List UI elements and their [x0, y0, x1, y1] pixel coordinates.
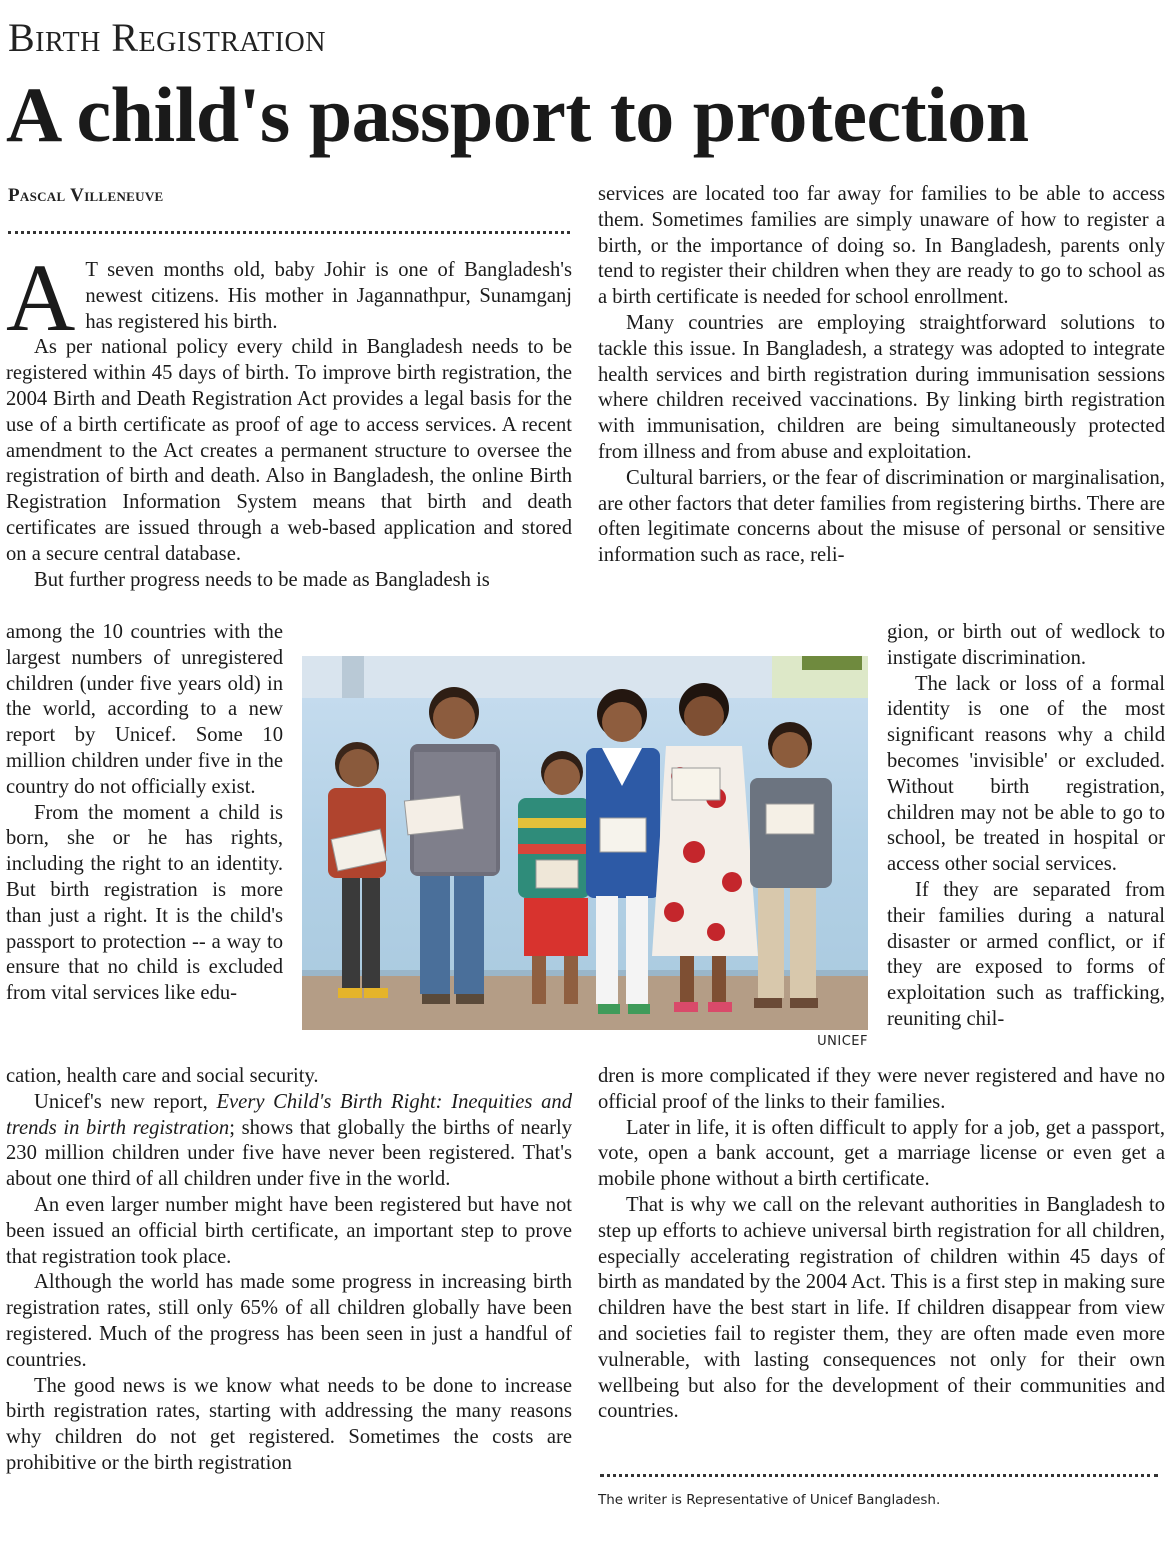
- paragraph: Later in life, it is often difficult to apply for a job, get a passport, vote, open a bank account, get a marriage license or even get a mobile phone without a birth certificate.: [598, 1116, 1165, 1191]
- paragraph: From the moment a child is born, she or he has rights, including the right to an identity. But birth registration is more than just a right. It is the child's passport to protection -- a way to ensure that no child is excluded from vital services like edu-: [6, 801, 283, 1005]
- author-byline: Pascal Villeneuve: [8, 185, 164, 206]
- right-column-top: [598, 182, 1165, 569]
- byline-divider: [8, 231, 570, 234]
- left-column-bottom: [6, 1064, 572, 1477]
- paragraph: services are located too far away for families to be able to access them. Sometimes families are simply unaware of how to register a birth, or the importance of doing so. In Bangladesh, parents only tend to register their children when they are ready to go to school as a birth certificate is needed for school enrollment.: [598, 183, 1165, 309]
- left-column-top: [6, 244, 572, 593]
- author-note: The writer is Representative of Unicef Bangladesh.: [598, 1492, 941, 1508]
- paragraph: If they are separated from their families during a natural disaster or armed conflict, or if they are exposed to forms of exploitation such as trafficking, reuniting chil-: [887, 878, 1165, 1030]
- article-headline: A child's passport to protection: [6, 71, 1029, 158]
- section-kicker: Birth Registration: [8, 15, 326, 60]
- paragraph: The good news is we know what needs to be done to increase birth registration rates, starting with addressing the many reasons why children do not get registered. Sometimes the costs are prohibitive or the birth registration: [6, 1374, 572, 1474]
- paragraph: Although the world has made some progress in increasing birth registration rates, still only 65% of all children globally have been registered. Much of the progress has been seen in just a handful of countries.: [6, 1271, 572, 1371]
- lead-paragraph: A T seven months old, baby Johir is one of Bangladesh's newest citizens. His mother in Jagannathpur, Sunamganj has registered his birth.: [6, 244, 572, 351]
- right-column-bottom: [598, 1064, 1165, 1425]
- paragraph: Unicef's new report, Every Child's Birth Right: Inequities and trends in birth registration; shows that globally the births of nearly 230 million children under five have never been registered. That's about one third of all children under five in the world.: [6, 1090, 572, 1191]
- left-column-wrap: [6, 620, 283, 1007]
- paragraph: cation, health care and social security.: [6, 1065, 319, 1087]
- paragraph: Many countries are employing straightforward solutions to tackle this issue. In Bangladesh, a strategy was adopted to integrate health services and birth registration during immunisation sessions where children received vaccinations. By linking birth registration with immunisation, children are being simultaneously protected from illness and from abuse and exploitation.: [598, 311, 1165, 463]
- children-photo: [302, 656, 868, 1030]
- paragraph: The lack or loss of a formal identity is one of the most significant reasons why a child becomes 'invisible' or excluded. Without birth registration, children may not be able to go to school, be treated in hospital or access other social services.: [887, 672, 1165, 876]
- paragraph: dren is more complicated if they were never registered and have no official proof of the links to their families.: [598, 1065, 1165, 1113]
- paragraph: As per national policy every child in Bangladesh needs to be registered within 45 days of birth. To improve birth registration, the 2004 Birth and Death Registration Act provides a legal basis for the use of a birth certificate as proof of age to access services. A recent amendment to the Act creates a permanent structure to oversee the registration of birth and death. Also in Bangladesh, the online Birth Registration Information System means that birth and death certificates are issued through a web-based application and stored on a secure central database.: [6, 336, 572, 565]
- footer-divider: [600, 1474, 1158, 1477]
- right-column-wrap: [887, 620, 1165, 1033]
- photo-credit: UNICEF: [817, 1034, 868, 1049]
- paragraph: Cultural barriers, or the fear of discrimination or marginalisation, are other factors that deter families from registering births. There are often legitimate concerns about the misuse of personal or sensitive information such as race, reli-: [598, 466, 1165, 567]
- report-title: Every Child's Birth Right: Inequities and trends in birth registration: [6, 1090, 572, 1139]
- paragraph: That is why we call on the relevant authorities in Bangladesh to step up efforts to achieve universal birth registration for all children, especially accelerating registration of children within 45 days of birth as mandated by the 2004 Act. This is a first step in making sure children have the best start in life. If children disappear from view and societies fail to register them, they are often made even more vulnerable, with lasting consequences not only for their own wellbeing but also for the development of their communities and countries.: [598, 1193, 1165, 1423]
- paragraph: among the 10 countries with the largest numbers of unregistered children (under five years old) in the world, according to a new report by Unicef. Some 10 million children under five in the country do not officially exist.: [6, 621, 283, 798]
- children-illustration: [302, 656, 868, 1030]
- paragraph: But further progress needs to be made as Bangladesh is: [34, 568, 490, 591]
- drop-cap: A: [6, 244, 76, 351]
- paragraph: An even larger number might have been registered but have not been issued an official birth certificate, an important step to prove that registration took place.: [6, 1193, 572, 1268]
- paragraph: gion, or birth out of wedlock to instigate discrimination.: [887, 621, 1165, 669]
